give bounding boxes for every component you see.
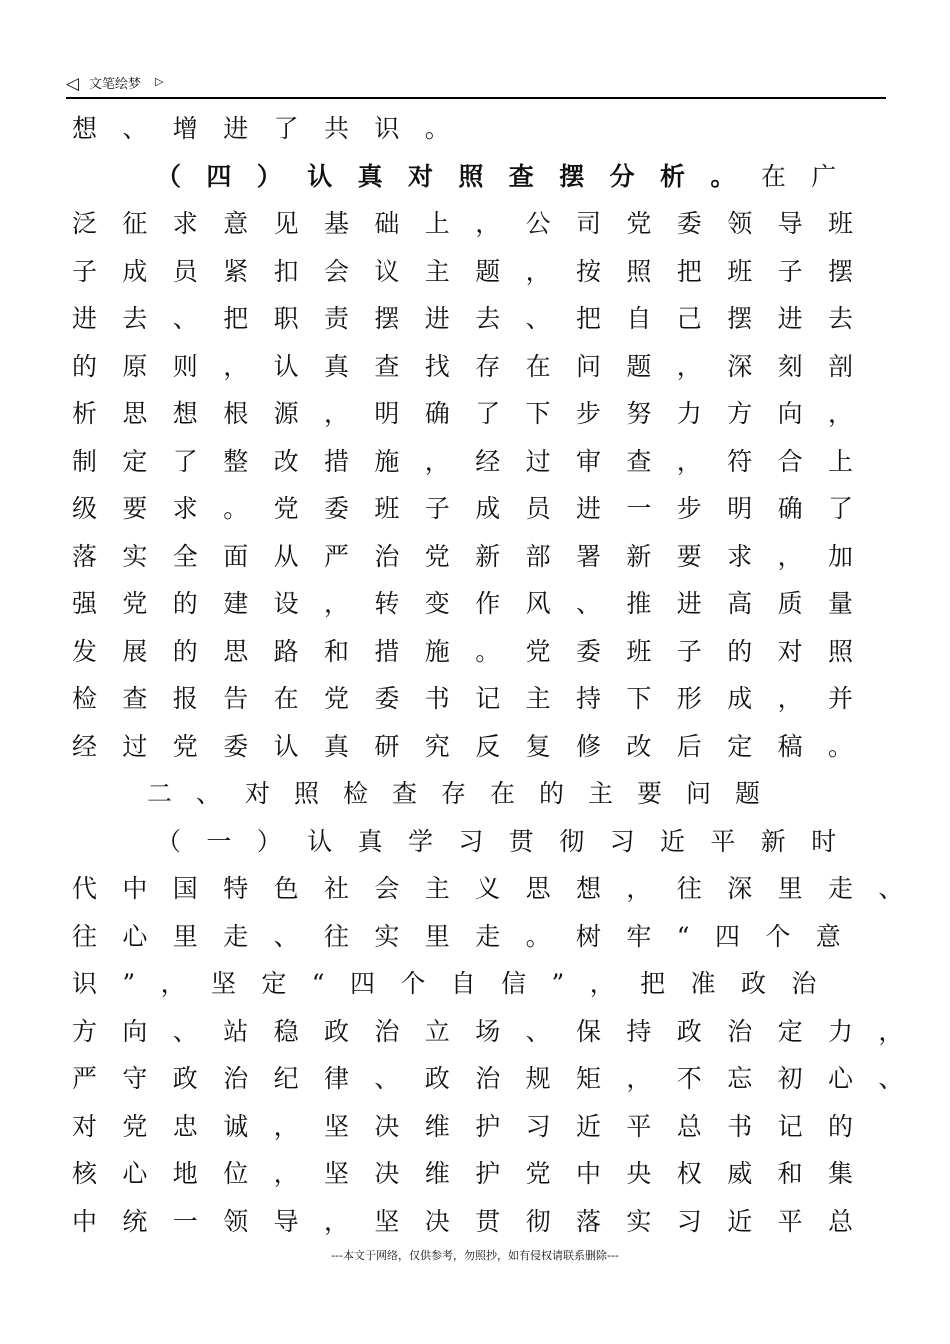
text-line: 方向、站稳政治立场、保持政治定力，: [72, 1016, 929, 1046]
triangle-left-icon: ◁: [66, 74, 80, 94]
triangle-right-icon: ▷: [155, 75, 164, 88]
section-subheading: （四）认真对照查摆分析。: [156, 161, 761, 191]
text-line: （一）认真学习贯彻习近平新时: [156, 826, 862, 856]
header-title: 文笔绘梦: [89, 77, 142, 92]
text-line: 经过党委认真研究反复修改后定稿。: [72, 731, 879, 761]
text-line: 级要求。党委班子成员进一步明确了: [72, 494, 879, 523]
text-line: 代中国特色社会主义思想，往深里走、: [72, 874, 929, 903]
text-line: 进去、把职责摆进去、把自己摆进去: [72, 304, 879, 333]
text-line: 检查报告在党委书记主持下形成，并: [72, 684, 879, 713]
text-line: 落实全面从严治党新部署新要求，加: [72, 541, 879, 571]
page-header: [66, 73, 886, 97]
text-run: 在广: [760, 161, 862, 191]
document-body: [72, 105, 929, 1245]
text-line: 往心里走、往实里走。树牢“四个意: [72, 921, 867, 951]
text-line: 识”，坚定“四个自信”，把准政治: [72, 969, 842, 998]
section-heading: 二、对照检查存在的主要问题: [147, 779, 785, 808]
text-line: 中统一领导，坚决贯彻落实习近平总: [72, 1206, 879, 1236]
text-line: 对党忠诚，坚决维护习近平总书记的: [72, 1111, 879, 1141]
text-line: 核心地位，坚决维护党中央权威和集: [72, 1159, 879, 1188]
text-line: 的原则，认真查找存在问题，深刻剖: [72, 351, 879, 381]
page-footer: ---本文于网络，仅供参考，勿照抄，如有侵权请联系删除---: [331, 1249, 619, 1262]
text-line: 泛征求意见基础上，公司党委领导班: [72, 209, 879, 238]
text-line: 严守政治纪律、政治规矩，不忘初心、: [72, 1064, 929, 1093]
header-divider: [66, 97, 886, 99]
text-line: 析思想根源，明确了下步努力方向，: [72, 399, 879, 428]
text-line: 子成员紧扣会议主题，按照把班子摆: [72, 256, 879, 286]
text-line: 发展的思路和措施。党委班子的对照: [72, 636, 879, 666]
section-subheading-line: [72, 153, 902, 201]
text-line: 想、增进了共识。: [72, 114, 476, 143]
text-line: 制定了整改措施，经过审查，符合上: [72, 446, 879, 476]
text-line: 强党的建设，转变作风、推进高质量: [72, 589, 879, 618]
